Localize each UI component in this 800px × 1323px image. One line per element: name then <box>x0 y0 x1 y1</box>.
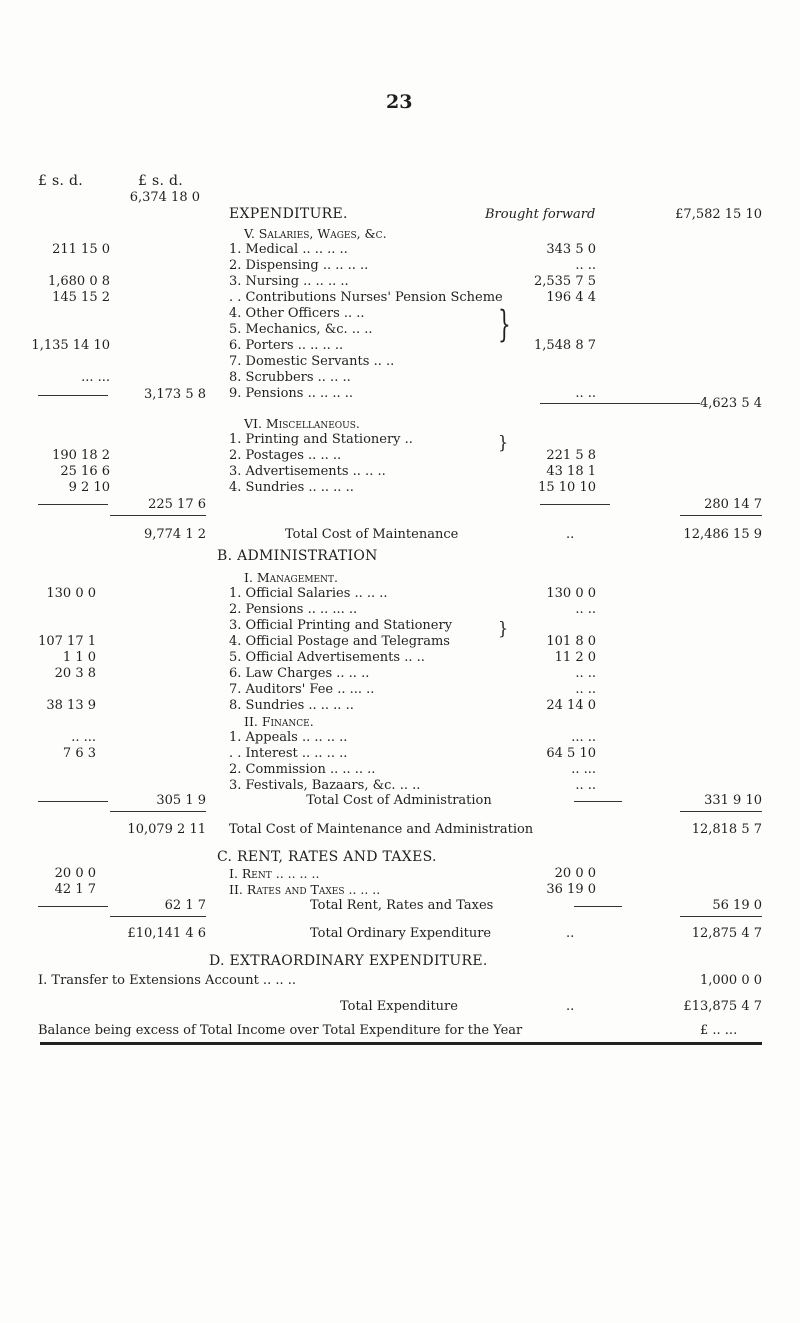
page-title: EXPENDITURE. <box>229 206 348 222</box>
secB-left-subtotal: 305 1 9 <box>156 793 206 808</box>
rule <box>110 916 206 917</box>
secB-item: 2. Pensions .. .. ... .. <box>229 602 358 617</box>
secB-right-amount: 64 5 10 <box>546 746 596 761</box>
sec5-item: 6. Porters .. .. .. .. <box>229 338 344 353</box>
sec5-right-amount: 343 5 0 <box>546 242 596 257</box>
secB-item: 3. Festivals, Bazaars, &c. .. .. <box>229 778 421 793</box>
secB-item: . . Interest .. .. .. .. <box>229 746 348 761</box>
page-number: 23 <box>386 91 413 113</box>
secB-left-amount: 130 0 0 <box>46 586 96 601</box>
secB-title: B. ADMINISTRATION <box>217 548 378 564</box>
secB-left-amount: 7 6 3 <box>62 746 96 761</box>
maint-admin-left-total: 10,079 2 11 <box>127 822 206 837</box>
secB-right-amount: .. .. <box>575 682 596 697</box>
secB-total-label: Total Cost of Administration <box>306 793 492 808</box>
sec6-left-subtotal: 225 17 6 <box>148 497 206 512</box>
rule <box>38 801 108 802</box>
secB-item: 4. Official Postage and Telegrams <box>229 634 450 649</box>
secB-subheading: II. Finance. <box>244 714 314 729</box>
sec5-right-amount: 1,548 8 7 <box>533 338 596 353</box>
sec5-item: 2. Dispensing .. .. .. .. <box>229 258 369 273</box>
secB-item: 1. Appeals .. .. .. .. <box>229 730 348 745</box>
secD-title: D. EXTRAORDINARY EXPENDITURE. <box>209 953 488 969</box>
secB-left-amount: 107 17 1 <box>38 634 96 649</box>
sec6-item: 4. Sundries .. .. .. .. <box>229 480 354 495</box>
secB-item: 6. Law Charges .. .. .. <box>229 666 370 681</box>
rule <box>38 504 108 505</box>
maint-label: Total Cost of Maintenance <box>285 527 459 542</box>
secC-total: 56 19 0 <box>712 898 762 913</box>
sec5-left-amount: 145 15 2 <box>52 290 110 305</box>
sec5-item: 1. Medical .. .. .. .. <box>229 242 348 257</box>
rule <box>38 906 108 907</box>
secB-right-amount: 130 0 0 <box>546 586 596 601</box>
col-header-lsd-left: £ s. d. <box>38 173 83 189</box>
bottom-rule <box>40 1042 762 1045</box>
ordinary-dots: .. <box>566 926 575 941</box>
sec5-heading: V. Salaries, Wages, &c. <box>244 226 387 241</box>
rule <box>110 811 206 812</box>
sec5-item: 3. Nursing .. .. .. .. <box>229 274 349 289</box>
rule <box>680 515 762 516</box>
sec6-right-amount: 15 10 10 <box>538 480 596 495</box>
brace-icon: } <box>498 432 509 453</box>
rule <box>680 916 762 917</box>
total-exp-amount: £13,875 4 7 <box>683 999 762 1014</box>
sec5-right-amount: .. .. <box>575 258 596 273</box>
balance-value: £ .. ... <box>700 1023 738 1038</box>
sec5-left-amount: 1,135 14 10 <box>31 338 110 353</box>
sec5-item: 9. Pensions .. .. .. .. <box>229 386 354 401</box>
sec6-heading: VI. Miscellaneous. <box>244 416 360 431</box>
sec6-item: 1. Printing and Stationery .. <box>229 432 413 447</box>
col-header-lsd-right: £ s. d. <box>138 173 183 189</box>
maint-total: 12,486 15 9 <box>683 527 762 542</box>
sec5-left-amount: 211 15 0 <box>52 242 110 257</box>
secB-left-amount: 20 3 8 <box>54 666 96 681</box>
sec6-right-amount: 221 5 8 <box>546 448 596 463</box>
balance-label: Balance being excess of Total Income over Total Expenditure for the Year <box>38 1023 523 1038</box>
rule <box>540 504 610 505</box>
secB-subheading: I. Management. <box>244 570 338 585</box>
secC-item: I. Rent .. .. .. .. <box>229 866 320 881</box>
brought-forward-label: Brought forward <box>485 207 596 222</box>
secB-item: 8. Sundries .. .. .. .. <box>229 698 354 713</box>
rule <box>680 811 762 812</box>
carried-forward-left: 6,374 18 0 <box>129 190 200 205</box>
secD-amount: 1,000 0 0 <box>699 973 762 988</box>
ordinary-total: 12,875 4 7 <box>691 926 762 941</box>
total-exp-label: Total Expenditure <box>340 999 458 1014</box>
secB-item: 7. Auditors' Fee .. ... .. <box>229 682 375 697</box>
secC-left-amount: 20 0 0 <box>54 866 96 881</box>
secB-item: 1. Official Salaries .. .. .. <box>229 586 388 601</box>
secC-right-amount: 36 19 0 <box>546 882 596 897</box>
sec6-total: 280 14 7 <box>704 497 762 512</box>
secB-item: 5. Official Advertisements .. .. <box>229 650 425 665</box>
secB-right-amount: .. .. <box>575 602 596 617</box>
secC-title: C. RENT, RATES AND TAXES. <box>217 849 437 865</box>
secB-right-amount: 101 8 0 <box>546 634 596 649</box>
secB-right-amount: .. .. <box>575 778 596 793</box>
secB-right-amount: ... .. <box>571 730 596 745</box>
secC-right-amount: 20 0 0 <box>554 866 596 881</box>
secB-right-amount: .. .. <box>575 666 596 681</box>
ordinary-left-total: £10,141 4 6 <box>127 926 206 941</box>
rule <box>38 395 108 396</box>
brace-icon: } <box>498 302 511 346</box>
secB-right-amount: 24 14 0 <box>546 698 596 713</box>
maint-admin-label: Total Cost of Maintenance and Administration <box>229 822 534 837</box>
secB-left-amount: 1 1 0 <box>62 650 96 665</box>
rule <box>574 906 622 907</box>
sec6-item: 3. Advertisements .. .. .. <box>229 464 386 479</box>
sec5-item: 8. Scrubbers .. .. .. <box>229 370 351 385</box>
brace-icon: } <box>498 618 509 639</box>
sec5-right-amount: 196 4 4 <box>546 290 596 305</box>
sec5-item: 4. Other Officers .. .. <box>229 306 365 321</box>
sec6-right-amount: 43 18 1 <box>546 464 596 479</box>
rule <box>574 801 622 802</box>
sec5-right-amount: 2,535 7 5 <box>533 274 596 289</box>
sec6-left-amount: 9 2 10 <box>68 480 110 495</box>
secC-total-label: Total Rent, Rates and Taxes <box>310 898 494 913</box>
maint-admin-total: 12,818 5 7 <box>691 822 762 837</box>
secD-item: I. Transfer to Extensions Account .. .. .. <box>38 973 296 988</box>
sec6-left-amount: 190 18 2 <box>52 448 110 463</box>
ordinary-label: Total Ordinary Expenditure <box>310 926 492 941</box>
secB-right-amount: 11 2 0 <box>554 650 596 665</box>
secB-item: 3. Official Printing and Stationery <box>229 618 453 633</box>
sec5-item: . . Contributions Nurses' Pension Scheme <box>229 290 503 305</box>
secB-item: 2. Commission .. .. .. .. <box>229 762 376 777</box>
secC-left-subtotal: 62 1 7 <box>164 898 206 913</box>
total-exp-dots: .. <box>566 999 575 1014</box>
secB-right-amount: .. ... <box>571 762 596 777</box>
rule <box>110 515 206 516</box>
sec5-total: 4,623 5 4 <box>699 396 762 411</box>
sec6-left-amount: 25 16 6 <box>60 464 110 479</box>
sec5-left-subtotal: 3,173 5 8 <box>143 387 206 402</box>
sec6-item: 2. Postages .. .. .. <box>229 448 342 463</box>
sec5-item: 7. Domestic Servants .. .. <box>229 354 395 369</box>
maint-left-total: 9,774 1 2 <box>143 527 206 542</box>
secB-left-amount: 38 13 9 <box>46 698 96 713</box>
sec5-item: 5. Mechanics, &c. .. .. <box>229 322 373 337</box>
sec5-left-amount: 1,680 0 8 <box>47 274 110 289</box>
secC-item: II. Rates and Taxes .. .. .. <box>229 882 381 897</box>
secB-left-amount: .. ... <box>71 730 96 745</box>
secC-left-amount: 42 1 7 <box>54 882 96 897</box>
sec5-left-amount: ... ... <box>81 370 110 385</box>
brought-forward-amount: £7,582 15 10 <box>675 207 762 222</box>
sec5-right-amount: .. .. <box>575 386 596 401</box>
maint-dots: .. <box>566 527 575 542</box>
rule <box>540 403 610 404</box>
secB-total: 331 9 10 <box>704 793 762 808</box>
